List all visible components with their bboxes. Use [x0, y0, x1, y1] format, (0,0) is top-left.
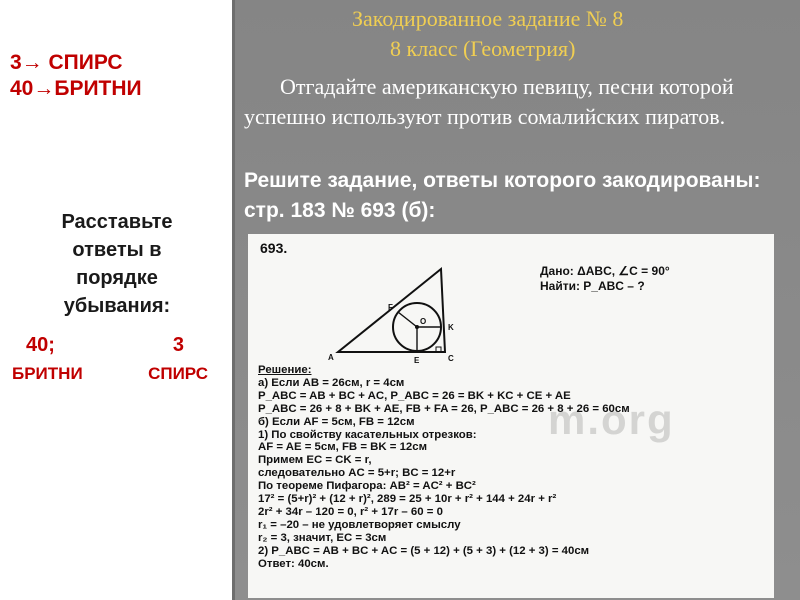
solution-block — [258, 364, 768, 571]
solution-line: P_ABC = 26 + 8 + BK + AE, FB + FA = 26, P_ABC = 26 + 8 + 26 = 60см — [258, 402, 630, 415]
label-f: F — [388, 303, 393, 312]
label-e: E — [414, 356, 420, 365]
radius-of — [398, 312, 417, 327]
label-a: A — [328, 353, 334, 362]
label-c: C — [448, 354, 454, 363]
given-line-2: Найти: P_ABC – ? — [540, 279, 645, 293]
solution-line: Ответ: 40см. — [258, 557, 329, 570]
answer-number-2: 3 — [172, 334, 184, 356]
solution-line: Решение: — [258, 364, 312, 376]
given-line-1: Дано: ΔABC, ∠C = 90° — [540, 264, 670, 278]
answer-word-1: БРИТНИ — [12, 364, 83, 383]
solution-line: P_ABC = AB + BC + AC, P_ABC = 26 = BK + KC + CE + AE — [258, 389, 571, 402]
order-instruction: Расставьте ответы в порядке убывания: — [61, 211, 173, 317]
slide-title: Закодированное задание № 8 — [352, 6, 624, 31]
slide-subtitle: 8 класс (Геометрия) — [390, 36, 576, 61]
solution-line: Примем EC = CK = r, — [258, 454, 372, 467]
label-k: K — [448, 323, 454, 332]
center-point — [415, 325, 419, 329]
task-text: Решите задание, ответы которого закодированы: стр. 183 № 693 (б): — [244, 169, 761, 222]
solution-line: 2) P_ABC = AB + BC + AC = (5 + 12) + (5 + 3) + (12 + 3) = 40см — [258, 544, 590, 557]
solution-line: AF = AE = 5см, FB = BK = 12см — [258, 441, 428, 454]
solution-line: r₁ = –20 – не удовлетворяет смыслу — [258, 518, 461, 531]
answer-key-legend — [10, 50, 142, 102]
answer-numbers — [26, 334, 184, 357]
answer-words — [12, 364, 208, 384]
solution-line: По теореме Пифагора: AB² = AC² + BC² — [258, 480, 476, 493]
riddle-text — [244, 72, 784, 132]
left-panel — [0, 0, 232, 600]
solution-line: 1) По свойству касательных отрезков: — [258, 428, 477, 441]
answer-word-2: СПИРС — [148, 364, 208, 383]
solution-line: 2r² + 34r – 120 = 0, r² + 17r – 60 = 0 — [258, 505, 443, 518]
problem-number: 693. — [260, 240, 288, 256]
watermark: m.org — [548, 396, 675, 443]
textbook-scan — [248, 234, 774, 598]
solution-line: 17² = (5+r)² + (12 + r)², 289 = 25 + 10r + r² + 144 + 24r + r² — [258, 493, 557, 506]
solution-line: а) Если AB = 26см, r = 4см — [258, 376, 405, 389]
solution-line: следовательно AC = 5+r; BC = 12+r — [258, 467, 456, 480]
legend-line-1: 3→ СПИРС — [10, 51, 123, 74]
label-o: O — [420, 317, 427, 326]
solution-line: r₂ = 3, значит, EC = 3см — [258, 531, 387, 544]
given-block — [540, 264, 670, 294]
solution-line: б) Если AF = 5см, FB = 12см — [258, 415, 415, 428]
riddle-body: Отгадайте американскую певицу, песни которой успешно используют против сомалийских пиратов. — [244, 74, 734, 129]
legend-line-2: 40→БРИТНИ — [10, 77, 142, 100]
answer-number-1: 40; — [26, 334, 55, 356]
